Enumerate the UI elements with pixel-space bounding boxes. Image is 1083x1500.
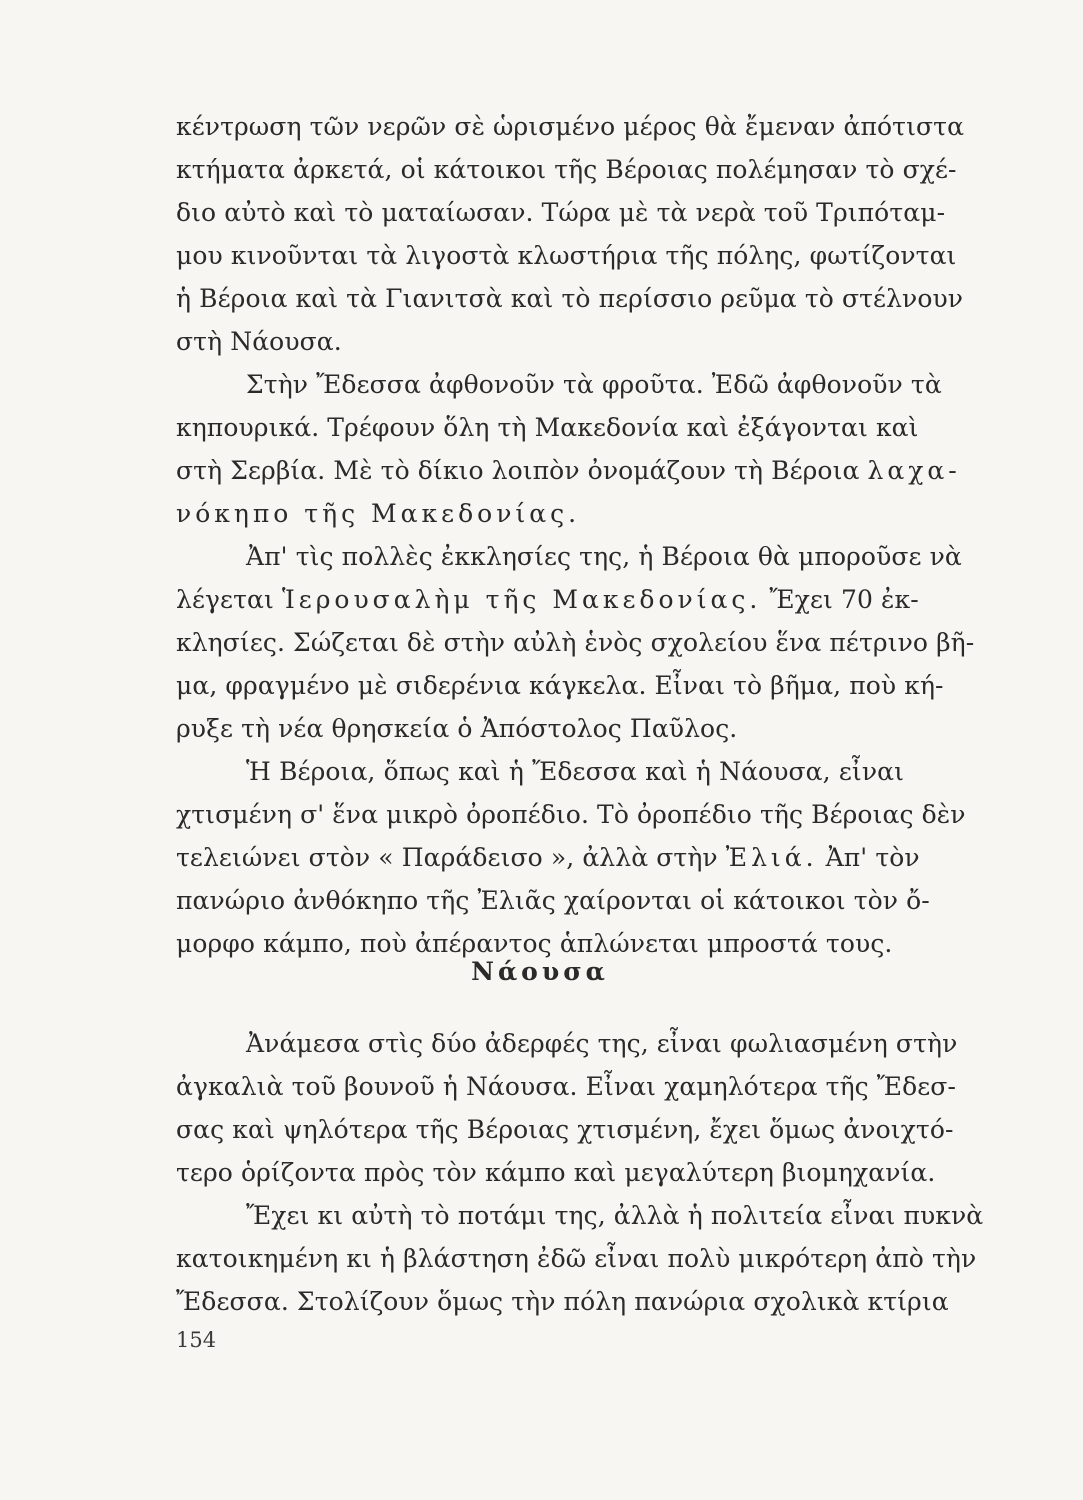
body-text-section-2 bbox=[176, 1022, 984, 1323]
text-fragment: στὴ Σερβία. Μὲ τὸ δίκιο λοιπὸν ὀνομάζουν τὴ Βέροια bbox=[176, 456, 860, 485]
text-line: σας καὶ ψηλότερα τῆς Βέροιας χτισμένη, ἔχει ὅμως ἀνοιχτό- bbox=[176, 1115, 954, 1144]
text-line: Ἡ Βέροια, ὅπως καὶ ἡ Ἔδεσσα καὶ ἡ Νάουσα, εἶναι bbox=[246, 757, 904, 786]
text-line: κατοικημένη κι ἡ βλάστηση ἐδῶ εἶναι πολὺ μικρότερη ἀπὸ τὴν bbox=[176, 1244, 977, 1273]
section-heading: Νάουσα bbox=[471, 957, 609, 986]
text-line: κλησίες. Σώζεται δὲ στὴν αὐλὴ ἑνὸς σχολείου ἕνα πέτρινο βῆ- bbox=[176, 628, 975, 657]
body-text-section-1 bbox=[176, 105, 975, 965]
text-line: χτισμένη σ' ἕνα μικρὸ ὀροπέδιο. Τὸ ὀροπέδιο τῆς Βέροιας δὲν bbox=[176, 800, 966, 829]
text-line: στὴ Νάουσα. bbox=[176, 327, 342, 356]
text-line: κτήματα ἀρκετά, οἱ κάτοικοι τῆς Βέροιας πολέμησαν τὸ σχέ- bbox=[176, 155, 957, 184]
text-line: νόκηπο τῆς Μακεδονίας. bbox=[176, 499, 581, 528]
text-line: Ἀπ' τὶς πολλὲς ἐκκλησίες της, ἡ Βέροια θὰ μποροῦσε νὰ bbox=[246, 542, 962, 571]
text-line: διο αὐτὸ καὶ τὸ ματαίωσαν. Τώρα μὲ τὰ νερὰ τοῦ Τριπόταμ- bbox=[176, 198, 946, 227]
text-line: πανώριο ἀνθόκηπο τῆς Ἐλιᾶς χαίρονται οἱ κάτοικοι τὸν ὄ- bbox=[176, 886, 930, 915]
text-line: μου κινοῦνται τὰ λιγοστὰ κλωστήρια τῆς πόλης, φωτίζονται bbox=[176, 241, 957, 270]
text-line: μα, φραγμένο μὲ σιδερένια κάγκελα. Εἶναι τὸ βῆμα, ποὺ κή- bbox=[176, 671, 944, 700]
text-line: κηπουρικά. Τρέφουν ὅλη τὴ Μακεδονία καὶ ἐξάγονται καὶ bbox=[176, 413, 919, 442]
text-line bbox=[176, 449, 961, 492]
spaced-word: λαχα- bbox=[867, 456, 961, 485]
page-number: 154 bbox=[176, 1328, 217, 1352]
text-line bbox=[176, 836, 920, 879]
text-fragment: τελειώνει στὸν « Παράδεισο », ἀλλὰ στὴν bbox=[176, 843, 718, 872]
text-fragment: Ἔχει 70 ἐκ- bbox=[769, 585, 919, 614]
text-line: μορφο κάμπο, ποὺ ἀπέραντος ἁπλώνεται μπροστά τους. bbox=[176, 929, 893, 958]
text-line: κέντρωση τῶν νερῶν σὲ ὡρισμένο μέρος θὰ ἔμεναν ἀπότιστα bbox=[176, 112, 965, 141]
text-line: Ἔδεσσα. Στολίζουν ὅμως τὴν πόλη πανώρια σχολικὰ κτίρια bbox=[176, 1287, 949, 1316]
text-line: ἀγκαλιὰ τοῦ βουνοῦ ἡ Νάουσα. Εἶναι χαμηλότερα τῆς Ἔδεσ- bbox=[176, 1072, 957, 1101]
text-line: τερο ὁρίζοντα πρὸς τὸν κάμπο καὶ μεγαλύτερη βιομηχανία. bbox=[176, 1158, 936, 1187]
text-line: ἡ Βέροια καὶ τὰ Γιανιτσὰ καὶ τὸ περίσσιο ρεῦμα τὸ στέλνουν bbox=[176, 284, 964, 313]
text-line: Ἔχει κι αὐτὴ τὸ ποτάμι της, ἀλλὰ ἡ πολιτεία εἶναι πυκνὰ bbox=[246, 1201, 984, 1230]
text-line bbox=[176, 578, 919, 621]
spaced-word: Ἐλιά. bbox=[725, 843, 818, 872]
text-fragment: λέγεται bbox=[176, 585, 274, 614]
spaced-phrase: Ἱερουσαλὴμ τῆς Μακεδονίας. bbox=[281, 585, 762, 614]
text-fragment: Ἀπ' τὸν bbox=[825, 843, 920, 872]
text-line: Στὴν Ἔδεσσα ἀφθονοῦν τὰ φροῦτα. Ἐδῶ ἀφθονοῦν τὰ bbox=[246, 370, 942, 399]
text-line: ρυξε τὴ νέα θρησκεία ὁ Ἀπόστολος Παῦλος. bbox=[176, 714, 738, 743]
text-line: Ἀνάμεσα στὶς δύο ἀδερφές της, εἶναι φωλιασμένη στὴν bbox=[246, 1029, 958, 1058]
